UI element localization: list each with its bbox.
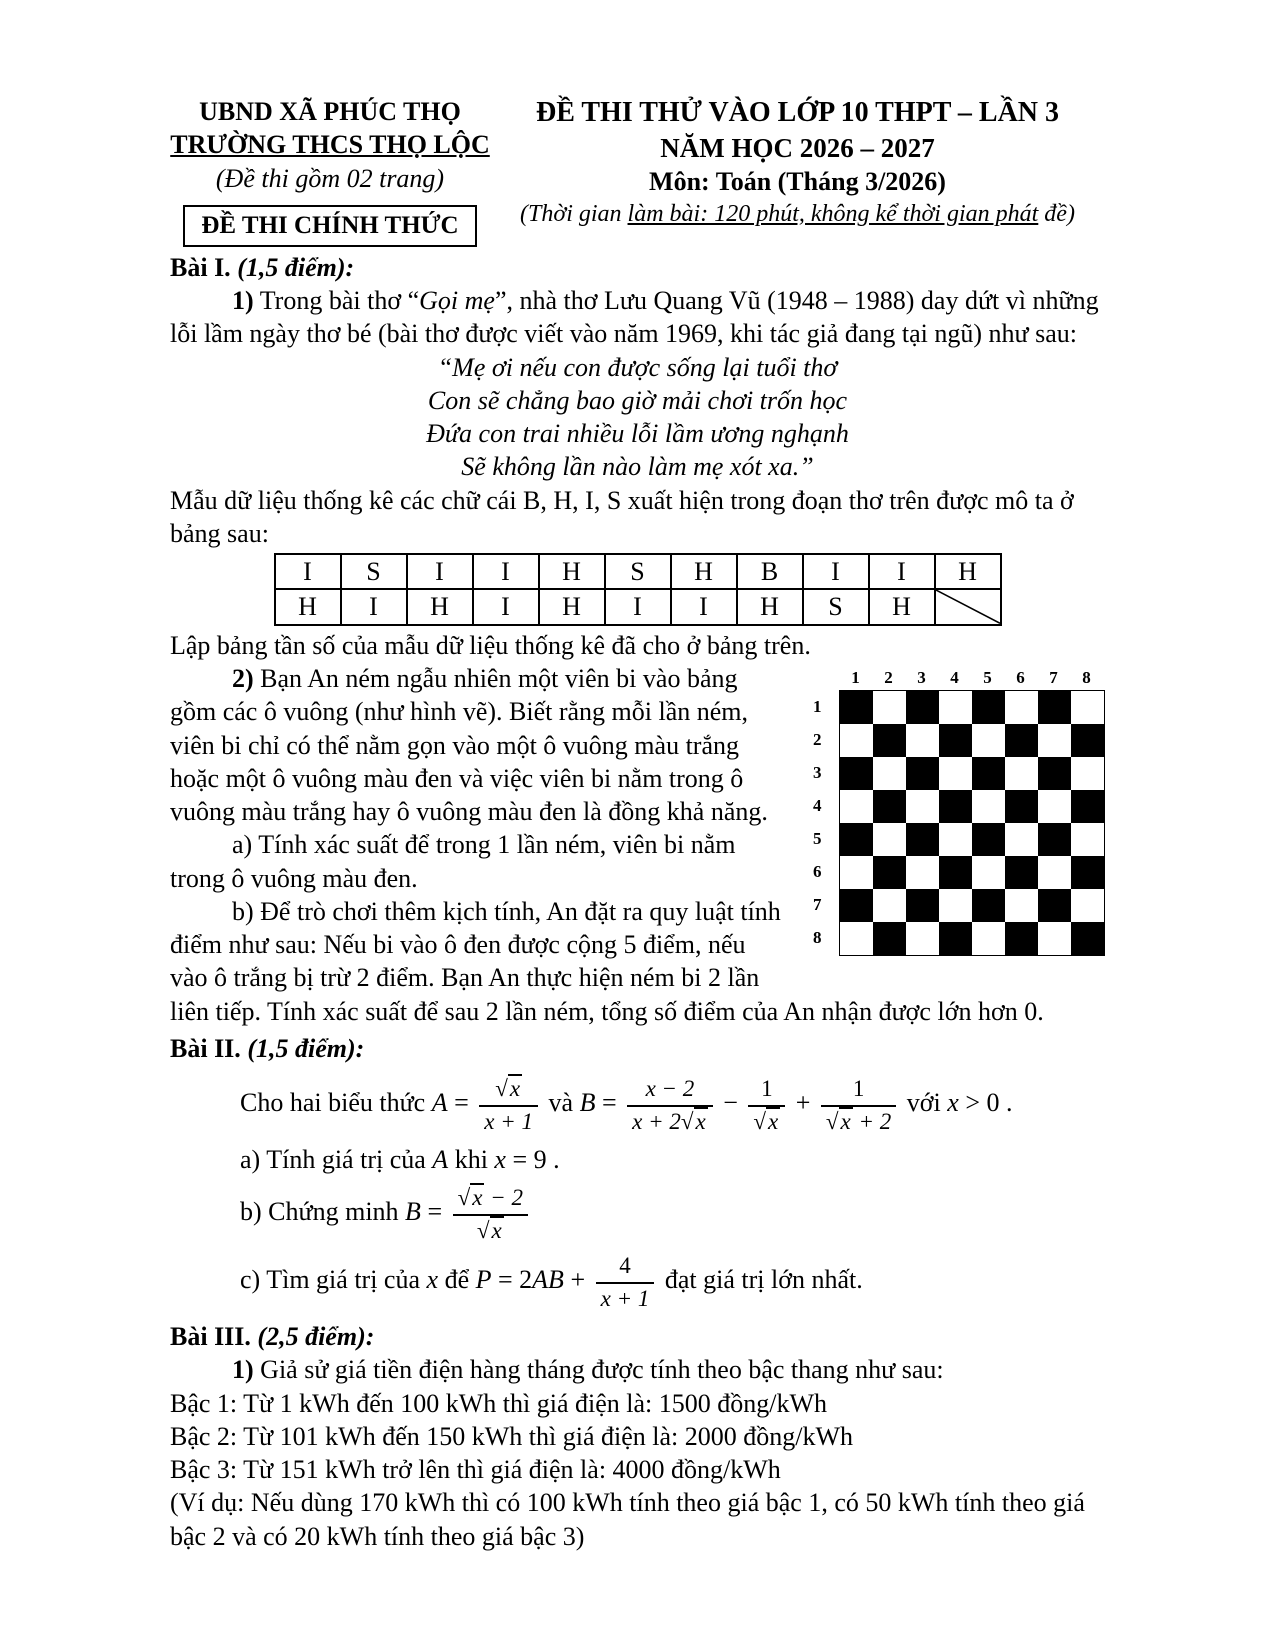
- official-exam-box: ĐỀ THI CHÍNH THỨC: [183, 205, 476, 247]
- board-cell: [1071, 823, 1104, 856]
- board-cell: [1005, 757, 1038, 790]
- board-row-labels: [813, 690, 839, 956]
- numerator: x − 2: [627, 1075, 713, 1106]
- board-cell: [906, 922, 939, 955]
- table-cell: H: [539, 589, 605, 624]
- board-cell: [972, 889, 1005, 922]
- board-cell: [1038, 691, 1071, 724]
- section-2-heading: [170, 1032, 1105, 1065]
- subject-line: Môn: Toán (Tháng 3/2026): [649, 167, 946, 197]
- table-cell-diagonal: [935, 589, 1001, 624]
- section-3-title: Bài III.: [170, 1322, 251, 1352]
- table-row: [275, 554, 1001, 589]
- table-cell: I: [341, 589, 407, 624]
- board-cell: [1005, 856, 1038, 889]
- var-A: A: [432, 1145, 449, 1175]
- denominator: x + 2 √ x: [627, 1107, 713, 1135]
- board-cell: [840, 724, 873, 757]
- board-col-label: 5: [983, 667, 992, 687]
- board-col-label: 3: [917, 667, 926, 687]
- exam-title: ĐỀ THI THỬ VÀO LỚP 10 THPT – LẦN 3: [535, 97, 1060, 128]
- board-cell: [906, 823, 939, 856]
- bai2-question-a: a) Tính giá trị của A khi x = 9 .: [240, 1145, 560, 1175]
- numerator: 1: [748, 1075, 785, 1106]
- board-row-label: 4: [813, 795, 822, 815]
- bai2-question-c: c) Tìm giá trị của x để P = 2AB + $\frac{4}{x + 1}$ đạt giá trị lớn nhất.: [240, 1253, 863, 1311]
- poem-block: [170, 351, 1105, 484]
- checkerboard: [839, 690, 1105, 956]
- fraction: [821, 1075, 896, 1135]
- section-2-points: (1,5 điểm):: [247, 1033, 365, 1063]
- board-cell: [1005, 724, 1038, 757]
- board-cell: [840, 823, 873, 856]
- board-cell: [939, 724, 972, 757]
- board-row-label: 2: [813, 729, 822, 749]
- problem1-text: Giả sử giá tiền điện hàng tháng được tính theo bậc thang như sau:: [253, 1355, 944, 1385]
- board-row-label: 7: [813, 894, 822, 914]
- board-cell: [1038, 889, 1071, 922]
- table-cell: H: [275, 589, 341, 624]
- sqrt-radical: √ x: [753, 1107, 780, 1134]
- pages-note: (Đề thi gồm 02 trang): [215, 163, 445, 193]
- table-cell: S: [605, 554, 671, 589]
- problem1-number: 1): [232, 286, 254, 316]
- section-1-points: (1,5 điểm):: [237, 252, 355, 282]
- var-P: P: [475, 1265, 492, 1295]
- board-cell: [1005, 889, 1038, 922]
- plus-sign: +: [795, 1088, 811, 1118]
- var-A: A: [431, 1088, 448, 1118]
- board-cell: [1038, 790, 1071, 823]
- board-row-label: 3: [813, 762, 822, 782]
- time-pre: (Thời gian: [520, 200, 628, 227]
- board-cell: [1038, 922, 1071, 955]
- bai2-intro-formula: [240, 1075, 1105, 1135]
- condition-pre: với: [906, 1088, 941, 1118]
- equals-sign: = 2: [498, 1265, 533, 1295]
- board-cell: [1038, 856, 1071, 889]
- table-cell: H: [539, 554, 605, 589]
- board-cell: [1071, 889, 1104, 922]
- numerator: [479, 1075, 538, 1106]
- board-main: [813, 690, 1105, 956]
- time-underlined: làm bài: 120 phút, không kể thời gian phát: [627, 200, 1039, 227]
- bai2-intro-text: Cho hai biểu thức: [240, 1088, 426, 1118]
- board-cell: [840, 922, 873, 955]
- board-col-label: 1: [851, 667, 860, 687]
- board-cell: [1005, 823, 1038, 856]
- board-column-labels: [839, 666, 1105, 690]
- board-col-label: 6: [1016, 667, 1025, 687]
- table-cell: S: [341, 554, 407, 589]
- problem1-number: 1): [232, 1355, 254, 1385]
- tier-line: Bậc 2: Từ 101 kWh đến 150 kWh thì giá điện là: 2000 đồng/kWh: [170, 1421, 853, 1451]
- sqrt-radical: √ x: [458, 1183, 485, 1210]
- board-cell: [840, 856, 873, 889]
- denominator: x + 1: [484, 1108, 534, 1134]
- board-col-label: 4: [950, 667, 959, 687]
- tier-example: (Ví dụ: Nếu dùng 170 kWh thì có 100 kWh tính theo giá bậc 1, có 50 kWh tính theo giá bậc 2 và có 20 kWh tính theo giá bậc 3): [170, 1488, 1085, 1551]
- condition-rel: > 0 .: [965, 1088, 1013, 1118]
- board-cell: [1005, 790, 1038, 823]
- question-c-tail: đạt giá trị lớn nhất.: [664, 1265, 863, 1295]
- formula-A: [431, 1076, 549, 1134]
- table-cell: H: [935, 554, 1001, 589]
- board-cell: [906, 856, 939, 889]
- section-3-heading: [170, 1320, 1105, 1353]
- minus-sign: −: [723, 1088, 738, 1118]
- var-B: B: [405, 1197, 421, 1227]
- table-cell: H: [407, 589, 473, 624]
- board-cell: [972, 691, 1005, 724]
- board-cell: [906, 790, 939, 823]
- board-cell: [873, 823, 906, 856]
- board-cell: [972, 823, 1005, 856]
- checkerboard-figure: [813, 666, 1105, 956]
- table-cell: I: [803, 554, 869, 589]
- board-cell: [1071, 757, 1104, 790]
- board-cell: [873, 922, 906, 955]
- header-left: [170, 95, 490, 247]
- equals-sign: =: [454, 1088, 469, 1118]
- board-cell: [1071, 856, 1104, 889]
- board-cell: [840, 691, 873, 724]
- board-cell: [1005, 691, 1038, 724]
- board-cell: [1005, 922, 1038, 955]
- sqrt-radical: √ x: [826, 1107, 853, 1134]
- school-name: TRƯỜNG THCS THỌ LỘC: [170, 130, 490, 160]
- numerator: √ x − 2: [453, 1184, 528, 1215]
- header: [170, 95, 1105, 247]
- board-cell: [939, 823, 972, 856]
- tier-line: Bậc 1: Từ 1 kWh đến 100 kWh thì giá điện là: 1500 đồng/kWh: [170, 1388, 827, 1418]
- board-cell: [1071, 724, 1104, 757]
- table-cell: H: [869, 589, 935, 624]
- table-cell: I: [407, 554, 473, 589]
- sample-intro: Mẫu dữ liệu thống kê các chữ cái B, H, I, S xuất hiện trong đoạn thơ trên được mô ta ở bảng sau:: [170, 485, 1074, 548]
- var-x: x: [426, 1265, 439, 1295]
- board-cell: [939, 790, 972, 823]
- section-2-title: Bài II.: [170, 1033, 241, 1063]
- table-cell: S: [803, 589, 869, 624]
- diagonal-line-icon: [936, 590, 1000, 623]
- denominator: [453, 1216, 528, 1244]
- sqrt-radical: √ x: [477, 1216, 504, 1243]
- frequency-table: [274, 553, 1002, 626]
- numerator: 4: [596, 1252, 655, 1283]
- var-x: x: [947, 1088, 959, 1118]
- board-row-label: 6: [813, 861, 822, 881]
- section-1-heading: [170, 251, 1105, 284]
- var-B: B: [579, 1088, 596, 1118]
- frequency-instruction: Lập bảng tần số của mẫu dữ liệu thống kê đã cho ở bảng trên.: [170, 630, 811, 660]
- var-AB: AB: [532, 1265, 564, 1295]
- board-cell: [939, 889, 972, 922]
- time-post: đề): [1038, 200, 1075, 227]
- table-cell: I: [605, 589, 671, 624]
- board-cell: [873, 724, 906, 757]
- table-cell: I: [275, 554, 341, 589]
- fraction: [479, 1075, 538, 1135]
- fraction: [627, 1075, 713, 1135]
- organization-name: UBND XÃ PHÚC THỌ: [199, 97, 461, 126]
- bai2-question-b: b) Chứng minh B = √ x − 2 √ x: [240, 1184, 1105, 1244]
- tier-line: Bậc 3: Từ 151 kWh trở lên thì giá điện là: 4000 đồng/kWh: [170, 1455, 781, 1485]
- time-limit-line: [490, 199, 1105, 230]
- bai3-problem1-intro: [170, 1353, 1105, 1386]
- connector-and: và: [548, 1088, 574, 1118]
- var-x: x: [494, 1145, 506, 1175]
- board-cell: [873, 856, 906, 889]
- board-cell: [939, 691, 972, 724]
- denominator: [748, 1107, 785, 1135]
- board-col-label: 8: [1082, 667, 1091, 687]
- board-cell: [906, 691, 939, 724]
- plus-sign: +: [570, 1265, 586, 1295]
- table-cell: B: [737, 554, 803, 589]
- poem-line: Con sẽ chẳng bao giờ mải chơi trốn học: [427, 385, 848, 415]
- board-cell: [873, 757, 906, 790]
- board-cell: [1071, 691, 1104, 724]
- board-cell: [840, 757, 873, 790]
- problem1-text-b: ”, nhà thơ Lưu Quang Vũ (1948 – 1988) day dứt vì những lỗi lầm ngày thơ bé (bài thơ được viết vào năm 1969, khi tác giả đang tại ngũ) như sau:: [170, 286, 1099, 349]
- table-cell: I: [473, 589, 539, 624]
- formula-B-result: [405, 1185, 532, 1243]
- board-cell: [906, 889, 939, 922]
- section-1-title: Bài I.: [170, 252, 231, 282]
- board-cell: [1038, 757, 1071, 790]
- board-cell: [972, 922, 1005, 955]
- board-cell: [873, 790, 906, 823]
- board-cell: [972, 790, 1005, 823]
- sqrt-radical: √ x: [495, 1074, 522, 1101]
- fraction: [453, 1184, 528, 1244]
- bai1-question-b: b) Để trò chơi thêm kịch tính, An đặt ra quy luật tính điểm như sau: Nếu bi vào ô đen được cộng 5 điểm, nếu vào ô trắng bị trừ 2 điểm. Bạn An thực hiện ném bi 2 lần liên tiếp. Tính xác suất để sau 2 lần ném, tổng số điểm của An nhận được lớn hơn 0.: [170, 896, 1044, 1026]
- problem2-number: 2): [232, 663, 254, 693]
- board-cell: [840, 790, 873, 823]
- fraction: [596, 1252, 655, 1312]
- problem2-text: Bạn An ném ngẫu nhiên một viên bi vào bảng gồm các ô vuông (như hình vẽ). Biết rằng mỗi lần ném, viên bi chỉ có thể nằm gọn vào một ô vuông màu trắng hoặc một ô vuông màu đen và việc viên bi nằm trong ô vuông màu trắng hay ô vuông màu đen là đồng khả năng.: [170, 663, 768, 827]
- board-row-label: 5: [813, 828, 822, 848]
- numerator: 1: [821, 1075, 896, 1106]
- poem-title: Gọi mẹ: [419, 286, 495, 316]
- board-cell: [840, 889, 873, 922]
- board-col-label: 2: [884, 667, 893, 687]
- board-cell: [939, 922, 972, 955]
- board-cell: [972, 724, 1005, 757]
- table-cell: I: [473, 554, 539, 589]
- header-right: [490, 95, 1105, 229]
- board-cell: [972, 856, 1005, 889]
- problem1-text-a: Trong bài thơ “: [253, 286, 420, 316]
- table-cell: I: [869, 554, 935, 589]
- board-cell: [1038, 823, 1071, 856]
- board-cell: [1071, 790, 1104, 823]
- denominator: x + 1: [600, 1285, 650, 1311]
- poem-line: Đứa con trai nhiều lỗi lầm ương nghạnh: [426, 419, 849, 449]
- board-row-label: 1: [813, 696, 822, 716]
- equals-sign: =: [601, 1088, 617, 1118]
- table-cell: H: [737, 589, 803, 624]
- board-cell: [939, 856, 972, 889]
- denominator: √ x + 2: [821, 1107, 896, 1135]
- table-cell: H: [671, 554, 737, 589]
- board-cell: [906, 757, 939, 790]
- table-row: [275, 589, 1001, 624]
- bai1-problem1-intro: [170, 284, 1105, 351]
- board-col-label: 7: [1049, 667, 1058, 687]
- board-row-label: 8: [813, 927, 822, 947]
- board-cell: [873, 691, 906, 724]
- board-cell: [1071, 922, 1104, 955]
- table-cell: I: [671, 589, 737, 624]
- board-cell: [972, 757, 1005, 790]
- poem-line: Sẽ không lần nào làm mẹ xót xa.”: [461, 452, 814, 482]
- board-cell: [873, 889, 906, 922]
- fraction: [748, 1075, 785, 1135]
- formula-P: [475, 1253, 665, 1311]
- formula-B: [579, 1076, 907, 1134]
- equals-sign: =: [427, 1197, 443, 1227]
- poem-line: “Mẹ ơi nếu con được sống lại tuổi thơ: [437, 352, 838, 382]
- bai1-question-a: a) Tính xác suất để trong 1 lần ném, viên bi nằm trong ô vuông màu đen.: [170, 830, 736, 893]
- school-year: NĂM HỌC 2026 – 2027: [660, 132, 935, 163]
- board-cell: [939, 757, 972, 790]
- section-3-points: (2,5 điểm):: [257, 1322, 375, 1352]
- sqrt-radical: √ x: [681, 1107, 708, 1134]
- board-cell: [1038, 724, 1071, 757]
- board-cell: [906, 724, 939, 757]
